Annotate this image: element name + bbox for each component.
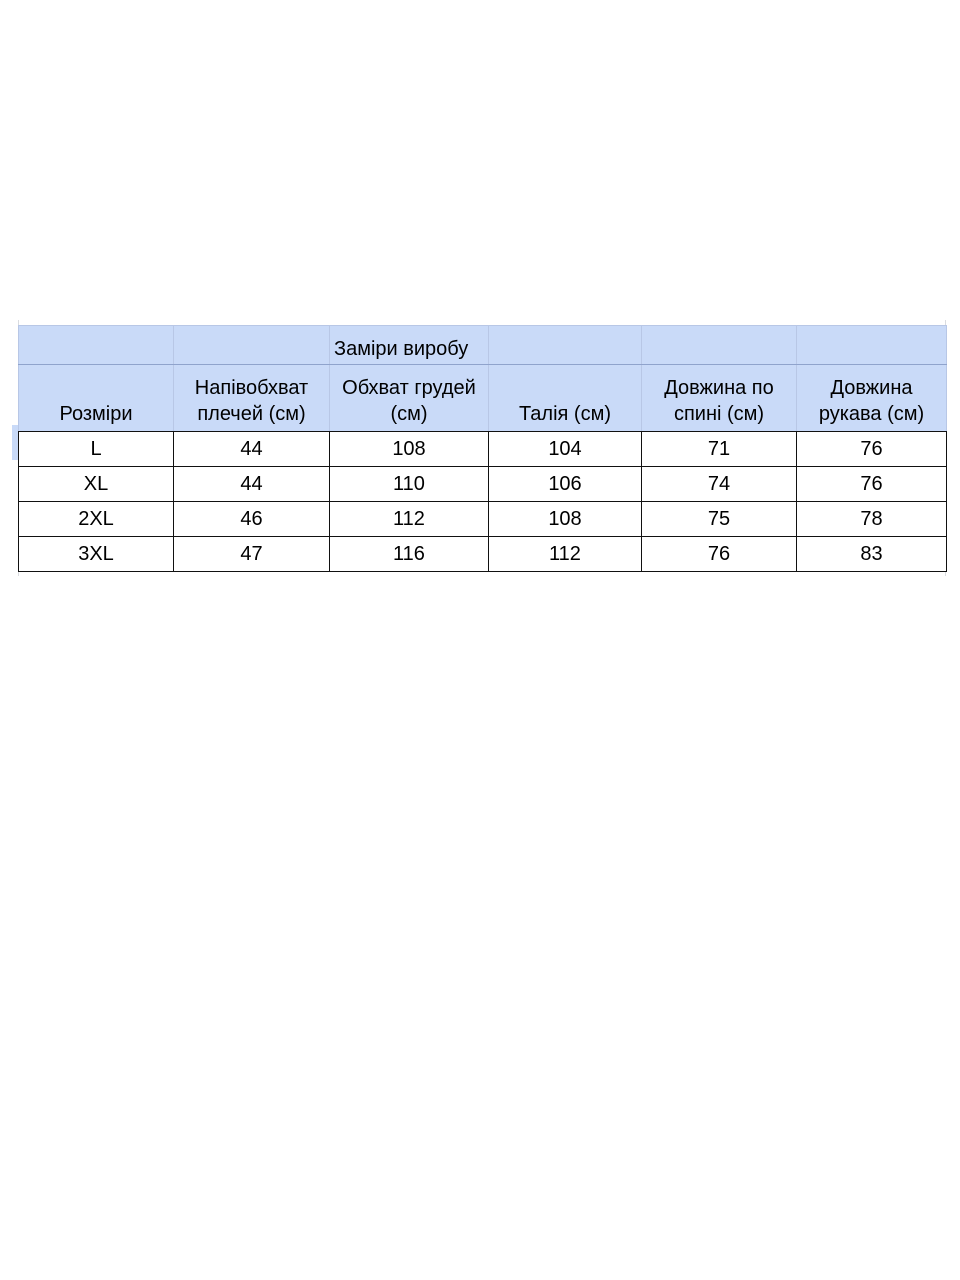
table-row: [19, 502, 947, 537]
cell-shoulders[interactable]: 47: [174, 537, 330, 572]
cell-size[interactable]: 3XL: [19, 537, 174, 572]
cell-sleeve-length[interactable]: 83: [797, 537, 947, 572]
cell-chest[interactable]: 112: [330, 502, 489, 537]
header-shoulders[interactable]: Напівобхват плечей (см): [174, 365, 330, 432]
cell-sleeve-length[interactable]: 78: [797, 502, 947, 537]
cell-back-length[interactable]: 75: [642, 502, 797, 537]
table-header-row: [19, 365, 947, 432]
cell-chest[interactable]: 116: [330, 537, 489, 572]
cell-chest[interactable]: 108: [330, 432, 489, 467]
size-chart-table: [18, 325, 947, 572]
title-row-cell[interactable]: [642, 326, 797, 365]
cell-shoulders[interactable]: 44: [174, 432, 330, 467]
header-back-length[interactable]: Довжина по спині (см): [642, 365, 797, 432]
cell-waist[interactable]: 108: [489, 502, 642, 537]
cell-waist[interactable]: 104: [489, 432, 642, 467]
cell-waist[interactable]: 106: [489, 467, 642, 502]
cell-size[interactable]: 2XL: [19, 502, 174, 537]
title-row-cell[interactable]: [174, 326, 330, 365]
table-row: [19, 432, 947, 467]
title-row-cell[interactable]: [489, 326, 642, 365]
column-strip-bottom: [18, 572, 946, 576]
header-waist[interactable]: Талія (см): [489, 365, 642, 432]
header-chest[interactable]: Обхват грудей (см): [330, 365, 489, 432]
title-row-cell[interactable]: [19, 326, 174, 365]
cell-size[interactable]: XL: [19, 467, 174, 502]
cell-shoulders[interactable]: 46: [174, 502, 330, 537]
cell-back-length[interactable]: 71: [642, 432, 797, 467]
spreadsheet-area: [18, 320, 946, 576]
table-row: [19, 467, 947, 502]
header-sleeve-length[interactable]: Довжина рукава (см): [797, 365, 947, 432]
table-title[interactable]: Заміри виробу: [330, 326, 489, 365]
cell-waist[interactable]: 112: [489, 537, 642, 572]
cell-size[interactable]: L: [19, 432, 174, 467]
header-size[interactable]: Розміри: [19, 365, 174, 432]
table-title-row: [19, 326, 947, 365]
cell-sleeve-length[interactable]: 76: [797, 432, 947, 467]
title-row-cell[interactable]: [797, 326, 947, 365]
cell-back-length[interactable]: 76: [642, 537, 797, 572]
cell-shoulders[interactable]: 44: [174, 467, 330, 502]
table-row: [19, 537, 947, 572]
cell-sleeve-length[interactable]: 76: [797, 467, 947, 502]
cell-back-length[interactable]: 74: [642, 467, 797, 502]
cell-chest[interactable]: 110: [330, 467, 489, 502]
